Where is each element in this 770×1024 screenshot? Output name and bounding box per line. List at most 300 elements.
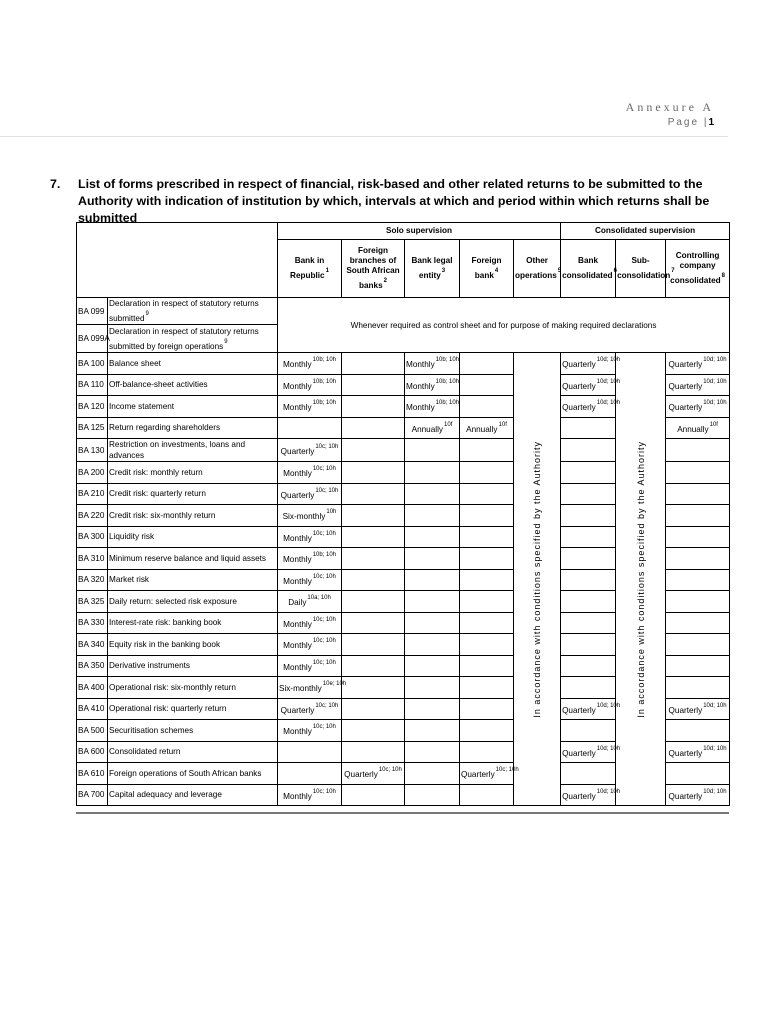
cell-bank-legal-entity xyxy=(405,741,460,763)
form-title xyxy=(108,462,278,484)
note-reference: 10b; 10h xyxy=(312,378,337,385)
note-reference: 10c; 10h xyxy=(312,724,336,731)
cell-foreign-branches xyxy=(342,483,405,505)
sub-consolidation-conditions xyxy=(616,353,666,806)
form-title xyxy=(108,505,278,527)
cell-bank-consolidated xyxy=(561,353,621,375)
form-title xyxy=(108,396,278,418)
form-number: BA 300 xyxy=(77,526,108,548)
vertical-conditions-text: In accordance with conditions specified by the Authority xyxy=(532,440,543,718)
cell-controlling-company xyxy=(666,417,730,439)
table-row xyxy=(77,298,730,325)
cell-bank-legal-entity xyxy=(405,417,460,439)
cell-foreign-bank xyxy=(460,569,514,591)
cell-bank-in-republic xyxy=(278,417,342,439)
cell-bank-in-republic xyxy=(278,374,342,396)
note-reference: 10d; 10h xyxy=(703,745,727,752)
cell-bank-consolidated xyxy=(561,548,616,570)
cell-bank-consolidated xyxy=(561,763,616,785)
form-title-text: Operational risk: six-monthly return xyxy=(109,682,236,692)
form-title-text: Market risk xyxy=(109,575,150,585)
frequency-value: Quarterly xyxy=(562,748,596,758)
cell-bank-consolidated xyxy=(561,396,621,418)
frequency-value: Six-monthly xyxy=(282,512,326,522)
cell-foreign-bank xyxy=(460,677,514,699)
frequency-value: Monthly xyxy=(282,555,312,565)
note-reference: 10d; 10h xyxy=(703,702,727,709)
note-reference: 10b; 10h xyxy=(312,357,337,364)
form-title xyxy=(108,655,278,677)
forms-table xyxy=(76,222,730,806)
note-reference: 10b; 10h xyxy=(312,400,337,407)
cell-foreign-branches xyxy=(342,417,405,439)
form-title-text: Credit risk: quarterly return xyxy=(109,489,206,499)
note-reference: 10c; 10h xyxy=(378,767,402,774)
page-number xyxy=(626,117,714,128)
note-reference: 10e; 10h xyxy=(322,681,347,688)
cell-foreign-bank xyxy=(460,698,514,720)
form-number: BA 700 xyxy=(77,784,108,806)
form-title xyxy=(108,325,278,353)
cell-foreign-bank xyxy=(460,784,514,806)
cell-foreign-branches xyxy=(342,396,405,418)
form-number: BA 110 xyxy=(77,374,108,396)
cell-bank-consolidated xyxy=(561,526,616,548)
cell-foreign-bank xyxy=(460,526,514,548)
cell-bank-legal-entity xyxy=(405,353,460,375)
cell-bank-in-republic xyxy=(278,396,342,418)
frequency-value: Quarterly xyxy=(668,791,703,801)
cell-controlling-company xyxy=(666,677,730,699)
frequency-value: Quarterly xyxy=(461,770,495,780)
cell-foreign-branches xyxy=(342,526,405,548)
note-reference: 10c; 10h xyxy=(315,702,339,709)
header-divider xyxy=(0,136,728,137)
frequency-value: Monthly xyxy=(406,360,435,370)
frequency-value: Monthly xyxy=(283,662,312,672)
cell-bank-in-republic xyxy=(278,612,342,634)
cell-bank-legal-entity xyxy=(405,677,460,699)
consolidated-supervision-header: Consolidated supervision xyxy=(561,223,730,240)
cell-bank-legal-entity xyxy=(405,655,460,677)
cell-bank-consolidated xyxy=(561,374,621,396)
form-title-text: Operational risk: quarterly return xyxy=(109,704,227,714)
form-title-text: Declaration in respect of statutory returns submitted xyxy=(109,299,259,323)
cell-bank-consolidated xyxy=(561,784,621,806)
cell-bank-legal-entity xyxy=(405,698,460,720)
form-title xyxy=(108,374,278,396)
cell-foreign-bank xyxy=(460,548,514,570)
form-number: BA 350 xyxy=(77,655,108,677)
frequency-value: Quarterly xyxy=(280,705,315,715)
cell-bank-in-republic xyxy=(278,784,342,806)
note-reference: 10f xyxy=(444,421,453,428)
note-reference: 10d; 10h xyxy=(703,400,727,407)
form-number: BA 320 xyxy=(77,569,108,591)
cell-bank-consolidated xyxy=(561,439,616,462)
cell-bank-legal-entity xyxy=(405,591,460,613)
form-title xyxy=(108,483,278,505)
cell-controlling-company xyxy=(666,569,730,591)
group-header-row xyxy=(77,223,730,240)
cell-bank-legal-entity xyxy=(405,439,460,462)
note-reference: 10c; 10h xyxy=(312,530,336,537)
frequency-value: Quarterly xyxy=(562,705,596,715)
cell-controlling-company xyxy=(666,741,730,763)
cell-bank-in-republic xyxy=(278,655,342,677)
form-title-text: Balance sheet xyxy=(109,358,161,368)
cell-bank-consolidated xyxy=(561,677,616,699)
cell-bank-in-republic xyxy=(278,569,342,591)
form-title xyxy=(108,591,278,613)
cell-bank-legal-entity xyxy=(405,634,460,656)
form-title-text: Credit risk: monthly return xyxy=(109,467,203,477)
note-reference: 10d; 10h xyxy=(596,702,621,709)
note-reference: 10h xyxy=(326,509,337,516)
frequency-value: Monthly xyxy=(282,360,312,370)
cell-bank-consolidated xyxy=(561,591,616,613)
cell-foreign-branches xyxy=(342,439,405,462)
note-reference: 10b; 10h xyxy=(312,552,337,559)
cell-bank-legal-entity xyxy=(405,483,460,505)
cell-controlling-company xyxy=(666,353,730,375)
cell-bank-in-republic xyxy=(278,677,347,699)
page-number-value: 1 xyxy=(708,117,714,128)
note-reference: 10c; 10h xyxy=(312,466,336,473)
note-reference: 9 xyxy=(224,338,228,345)
form-title-text: Daily return: selected risk exposure xyxy=(109,596,237,606)
note-reference: 10a; 10h xyxy=(307,595,331,602)
cell-foreign-branches xyxy=(342,353,405,375)
form-title-text: Liquidity risk xyxy=(109,532,155,542)
cell-foreign-bank xyxy=(460,417,514,439)
cell-bank-consolidated xyxy=(561,698,621,720)
frequency-value: Monthly xyxy=(282,381,312,391)
frequency-value: Monthly xyxy=(283,641,312,651)
note-reference: 10c; 10h xyxy=(312,573,336,580)
cell-bank-in-republic xyxy=(278,763,342,785)
cell-bank-legal-entity xyxy=(405,526,460,548)
cell-bank-consolidated xyxy=(561,612,616,634)
cell-bank-consolidated xyxy=(561,634,616,656)
cell-controlling-company xyxy=(666,784,730,806)
note-reference: 10c; 10h xyxy=(312,659,336,666)
form-title xyxy=(108,784,278,806)
note-reference: 10f xyxy=(709,421,718,428)
form-number: BA 125 xyxy=(77,417,108,439)
form-title-text: Restriction on investments, loans and advances xyxy=(109,440,246,460)
form-title-text: Interest-rate risk: banking book xyxy=(109,618,222,628)
form-number: BA 610 xyxy=(77,763,108,785)
form-title xyxy=(108,569,278,591)
form-number: BA 340 xyxy=(77,634,108,656)
cell-bank-legal-entity xyxy=(405,462,460,484)
cell-foreign-branches xyxy=(342,784,405,806)
col-header-other-operations: Other operations$^5$ xyxy=(514,240,561,298)
section-number: 7. xyxy=(50,177,61,191)
vertical-conditions-text: In accordance with conditions specified by the Authority xyxy=(635,440,646,718)
cell-controlling-company xyxy=(666,462,730,484)
cell-foreign-branches xyxy=(342,569,405,591)
cell-foreign-bank xyxy=(460,612,514,634)
cell-controlling-company xyxy=(666,374,730,396)
cell-controlling-company xyxy=(666,439,730,462)
frequency-value: Quarterly xyxy=(562,403,596,413)
cell-foreign-branches xyxy=(342,634,405,656)
form-number: BA 220 xyxy=(77,505,108,527)
cell-foreign-bank xyxy=(460,505,514,527)
note-reference: 10d; 10h xyxy=(703,378,727,385)
note-reference: 10c; 10h xyxy=(312,616,336,623)
col-header-bank-consolidated: Bank consolidated$^6$ xyxy=(561,240,616,298)
cell-controlling-company xyxy=(666,591,730,613)
note-reference: 10d; 10h xyxy=(596,788,621,795)
form-number: BA 200 xyxy=(77,462,108,484)
section-title: List of forms prescribed in respect of financial, risk-based and other related returns to be submitted to the Authority with indication of institution by which, intervals at which and period within which returns shall be submitted xyxy=(78,177,710,225)
note-reference: 10c; 10h xyxy=(495,767,519,774)
form-title xyxy=(108,548,278,570)
form-title-text: Credit risk: six-monthly return xyxy=(109,510,216,520)
col-header-foreign-bank: Foreign bank$^4$ xyxy=(460,240,514,298)
form-number: BA 099A xyxy=(77,325,108,353)
cell-bank-in-republic xyxy=(278,483,342,505)
cell-bank-consolidated xyxy=(561,505,616,527)
cell-foreign-bank xyxy=(460,374,514,396)
frequency-value: Quarterly xyxy=(668,360,703,370)
frequency-value: Quarterly xyxy=(668,748,703,758)
frequency-value: Annually xyxy=(411,424,444,434)
cell-bank-legal-entity xyxy=(405,763,460,785)
form-title-text: Capital adequacy and leverage xyxy=(109,790,222,800)
frequency-value: Monthly xyxy=(283,469,312,479)
form-title-text: Consolidated return xyxy=(109,747,181,757)
note-reference: 10d; 10h xyxy=(596,400,621,407)
frequency-value: Monthly xyxy=(406,381,435,391)
form-title xyxy=(108,741,278,763)
note-reference: 10d; 10h xyxy=(703,788,727,795)
cell-foreign-branches xyxy=(342,763,405,785)
cell-bank-consolidated xyxy=(561,655,616,677)
table-row xyxy=(77,353,730,375)
form-title-text: Derivative instruments xyxy=(109,661,190,671)
form-title xyxy=(108,417,278,439)
frequency-value: Quarterly xyxy=(562,360,596,370)
form-title-text: Securitisation schemes xyxy=(109,725,194,735)
cell-controlling-company xyxy=(666,698,730,720)
cell-bank-legal-entity xyxy=(405,569,460,591)
cell-controlling-company xyxy=(666,396,730,418)
note-reference: 10f xyxy=(498,421,507,428)
frequency-value: Annually xyxy=(466,424,498,434)
form-title-text: Income statement xyxy=(109,401,175,411)
cell-bank-in-republic xyxy=(278,720,342,742)
note-reference: 10c; 10h xyxy=(315,444,339,450)
form-number: BA 325 xyxy=(77,591,108,613)
form-number: BA 310 xyxy=(77,548,108,570)
cell-bank-legal-entity xyxy=(405,505,460,527)
note-reference: 10b; 10h xyxy=(435,400,460,407)
col-header-bank-legal-entity: Bank legal entity$^3$ xyxy=(405,240,460,298)
note-reference: 10d; 10h xyxy=(596,378,621,385)
note-reference: 10c; 10h xyxy=(315,487,339,494)
form-title xyxy=(108,353,278,375)
cell-bank-consolidated xyxy=(561,417,616,439)
cell-controlling-company xyxy=(666,763,730,785)
frequency-value: Quarterly xyxy=(280,447,315,456)
cell-controlling-company xyxy=(666,526,730,548)
declaration-note: Whenever required as control sheet and for purpose of making required declarations xyxy=(278,298,730,353)
cell-foreign-branches xyxy=(342,720,405,742)
form-title xyxy=(108,763,278,785)
col-header-controlling-company: Controlling company consolidated$^8$ xyxy=(666,240,730,298)
frequency-value: Quarterly xyxy=(344,770,378,780)
form-number: BA 099 xyxy=(77,298,108,325)
frequency-value: Monthly xyxy=(406,403,435,413)
cell-controlling-company xyxy=(666,720,730,742)
cell-controlling-company xyxy=(666,655,730,677)
form-title-text: Equity risk in the banking book xyxy=(109,639,221,649)
form-title-text: Foreign operations of South African banks xyxy=(109,768,262,778)
cell-bank-in-republic xyxy=(278,505,342,527)
cell-bank-consolidated xyxy=(561,720,616,742)
cell-controlling-company xyxy=(666,548,730,570)
frequency-value: Quarterly xyxy=(562,791,596,801)
form-title xyxy=(108,698,278,720)
form-number: BA 410 xyxy=(77,698,108,720)
form-title xyxy=(108,439,278,462)
cell-foreign-branches xyxy=(342,698,405,720)
frequency-value: Monthly xyxy=(283,791,312,801)
form-title-text: Off-balance-sheet activities xyxy=(109,380,208,390)
cell-bank-in-republic xyxy=(278,439,342,462)
cell-bank-legal-entity xyxy=(405,720,460,742)
cell-foreign-bank xyxy=(460,591,514,613)
frequency-value: Daily xyxy=(288,598,307,608)
frequency-value: Quarterly xyxy=(280,490,315,500)
page-label: Page | xyxy=(667,117,709,128)
form-title xyxy=(108,298,278,325)
cell-foreign-bank xyxy=(460,763,519,785)
cell-foreign-branches xyxy=(342,612,405,634)
form-title xyxy=(108,612,278,634)
cell-foreign-bank xyxy=(460,634,514,656)
cell-bank-in-republic xyxy=(278,526,342,548)
note-reference: 10b; 10h xyxy=(435,357,460,364)
frequency-value: Six-monthly xyxy=(279,684,322,694)
frequency-value: Annually xyxy=(677,424,709,434)
form-number: BA 130 xyxy=(77,439,108,462)
cell-foreign-branches xyxy=(342,462,405,484)
cell-controlling-company xyxy=(666,634,730,656)
form-title-text: Return regarding shareholders xyxy=(109,423,221,433)
note-reference: 9 xyxy=(145,311,149,317)
cell-foreign-bank xyxy=(460,741,514,763)
cell-bank-in-republic xyxy=(278,353,342,375)
form-number: BA 500 xyxy=(77,720,108,742)
col-header-foreign-branches: Foreign branches of South African banks$^2$ xyxy=(342,240,405,298)
frequency-value: Monthly xyxy=(283,727,312,737)
cell-bank-in-republic xyxy=(278,591,342,613)
cell-foreign-branches xyxy=(342,505,405,527)
cell-foreign-bank xyxy=(460,439,514,462)
cell-foreign-branches xyxy=(342,548,405,570)
other-operations-conditions xyxy=(514,353,561,806)
solo-supervision-header: Solo supervision xyxy=(278,223,561,240)
cell-controlling-company xyxy=(666,612,730,634)
cell-foreign-branches xyxy=(342,741,405,763)
cell-foreign-branches xyxy=(342,655,405,677)
cell-bank-in-republic xyxy=(278,634,342,656)
page-header xyxy=(626,100,714,128)
form-number: BA 600 xyxy=(77,741,108,763)
cell-bank-in-republic xyxy=(278,741,342,763)
cell-controlling-company xyxy=(666,483,730,505)
cell-foreign-bank xyxy=(460,483,514,505)
frequency-value: Monthly xyxy=(283,533,312,543)
frequency-value: Quarterly xyxy=(562,381,596,391)
form-number: BA 100 xyxy=(77,353,108,375)
col-header-sub-consolidation: Sub-consolidation$^7$ xyxy=(616,240,666,298)
cell-bank-consolidated xyxy=(561,462,616,484)
cell-foreign-branches xyxy=(342,591,405,613)
frequency-value: Monthly xyxy=(282,403,312,413)
note-reference: 10c; 10h xyxy=(312,638,336,645)
frequency-value: Monthly xyxy=(283,576,312,586)
cell-bank-legal-entity xyxy=(405,784,460,806)
form-number: BA 120 xyxy=(77,396,108,418)
cell-foreign-branches xyxy=(342,374,405,396)
cell-bank-legal-entity xyxy=(405,374,460,396)
cell-foreign-bank xyxy=(460,462,514,484)
form-title xyxy=(108,720,278,742)
note-reference: 10d; 10h xyxy=(596,745,621,752)
form-title xyxy=(108,526,278,548)
note-reference: 10d; 10h xyxy=(596,357,621,364)
cell-bank-in-republic xyxy=(278,462,342,484)
cell-bank-consolidated xyxy=(561,483,616,505)
cell-foreign-bank xyxy=(460,720,514,742)
cell-bank-legal-entity xyxy=(405,548,460,570)
form-title-text: Minimum reserve balance and liquid assets xyxy=(109,553,267,563)
cell-bank-consolidated xyxy=(561,741,621,763)
form-title xyxy=(108,677,278,699)
note-reference: 10b; 10h xyxy=(435,378,460,385)
note-reference: 10d; 10h xyxy=(703,357,727,364)
cell-foreign-branches xyxy=(342,677,405,699)
note-reference: 10c; 10h xyxy=(312,788,336,795)
cell-bank-legal-entity xyxy=(405,396,460,418)
frequency-value: Monthly xyxy=(283,619,312,629)
form-number: BA 330 xyxy=(77,612,108,634)
table-bottom-rule xyxy=(76,812,729,814)
frequency-value: Quarterly xyxy=(668,705,703,715)
form-number: BA 210 xyxy=(77,483,108,505)
cell-bank-in-republic xyxy=(278,548,342,570)
cell-controlling-company xyxy=(666,505,730,527)
cell-foreign-bank xyxy=(460,396,514,418)
cell-bank-legal-entity xyxy=(405,612,460,634)
form-number: BA 400 xyxy=(77,677,108,699)
cell-bank-in-republic xyxy=(278,698,342,720)
col-header-bank-in-republic: Bank in Republic$^1$ xyxy=(278,240,342,298)
frequency-value: Quarterly xyxy=(668,381,703,391)
cell-foreign-bank xyxy=(460,655,514,677)
cell-bank-consolidated xyxy=(561,569,616,591)
annexure-title: Annexure A xyxy=(625,100,714,114)
form-title xyxy=(108,634,278,656)
cell-foreign-bank xyxy=(460,353,514,375)
frequency-value: Quarterly xyxy=(668,403,703,413)
